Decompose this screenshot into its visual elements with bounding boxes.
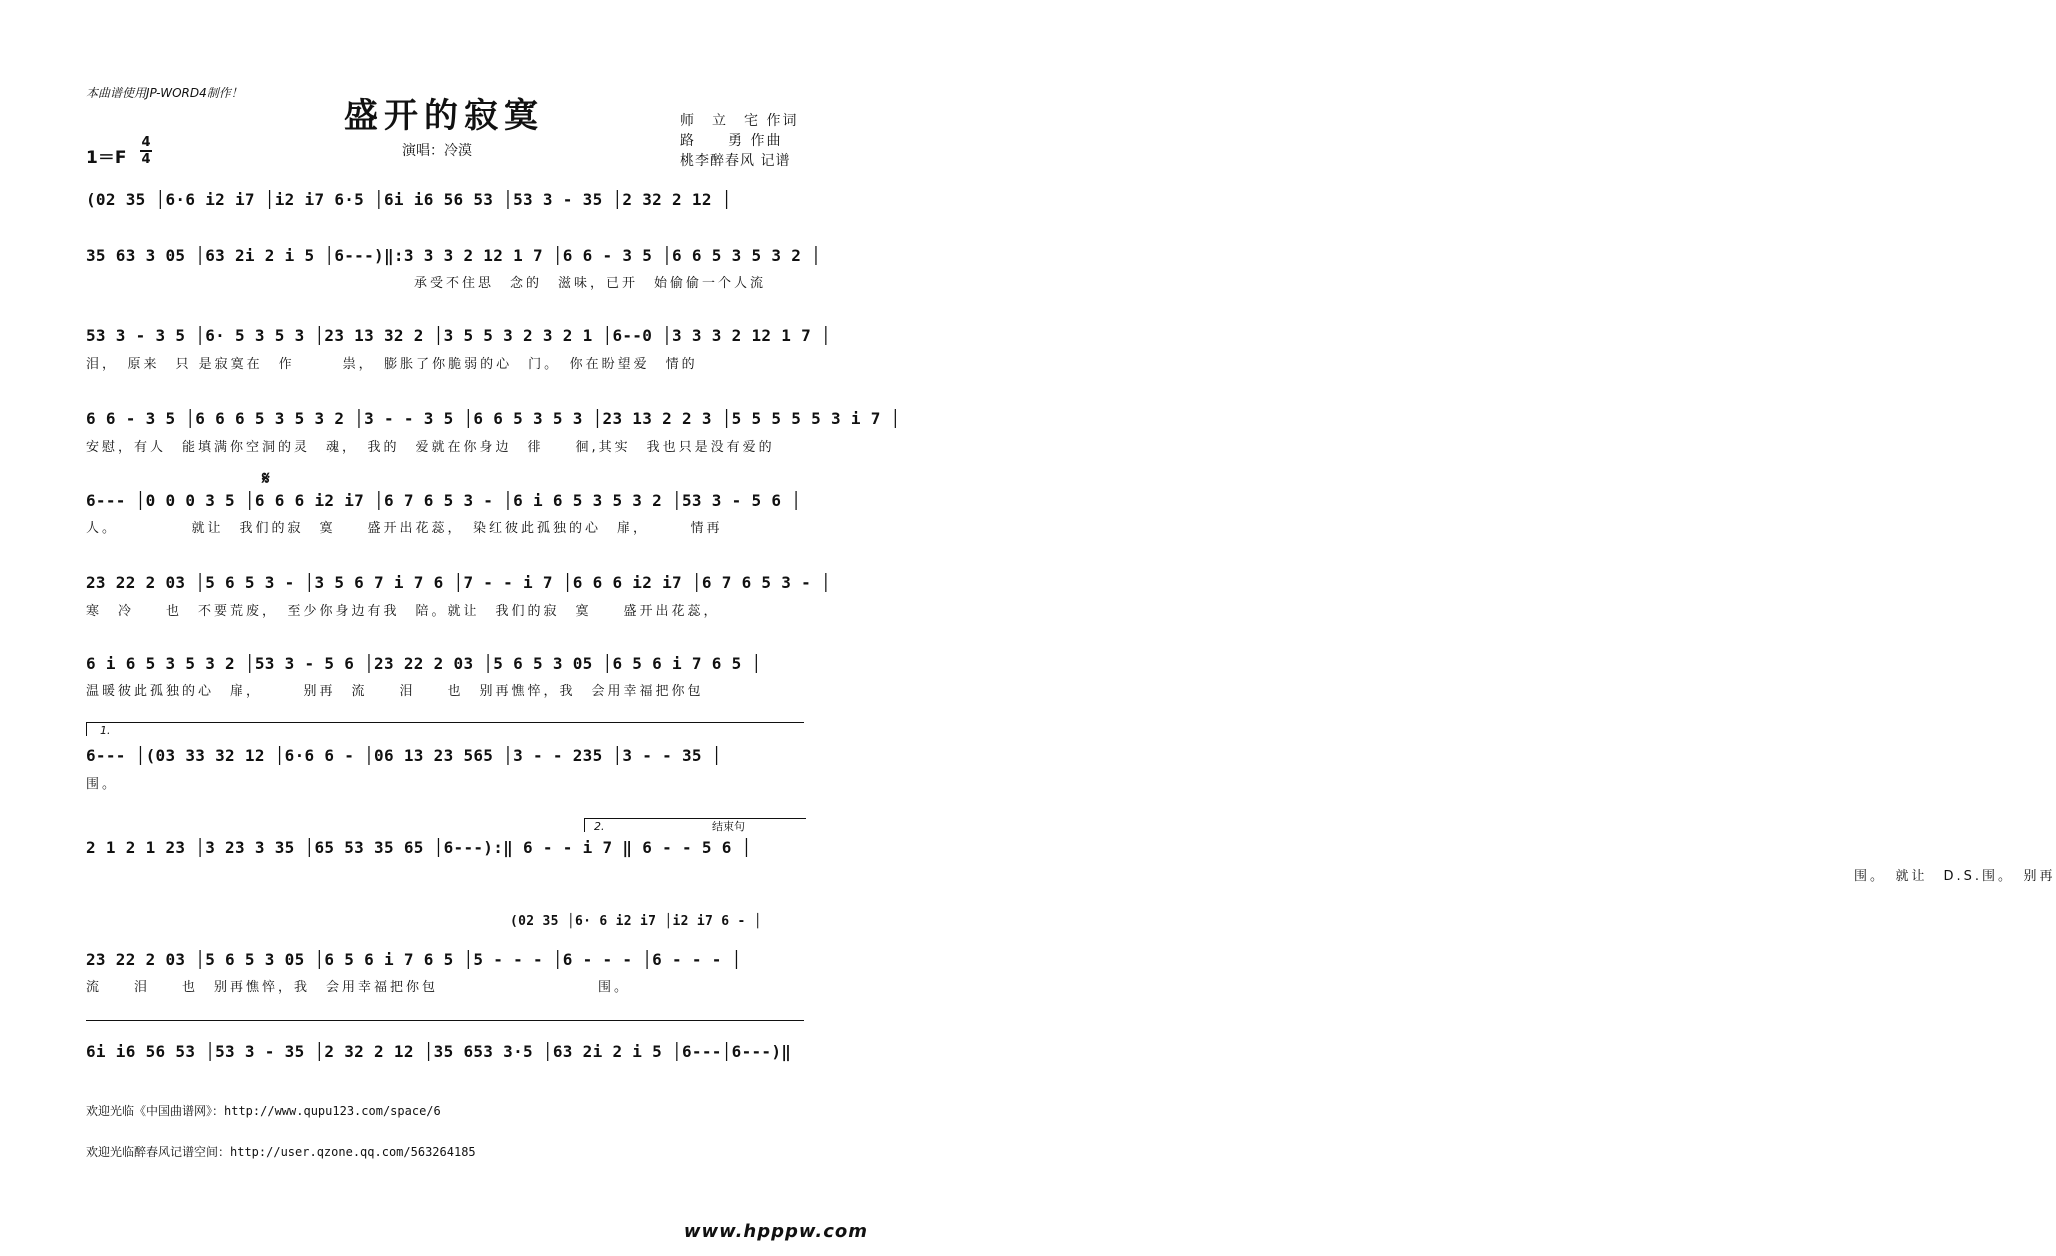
coda-label: 结束句 bbox=[712, 820, 745, 833]
composer-credit: 路 勇 作曲 bbox=[680, 133, 783, 149]
time-signature-bottom: 4 bbox=[141, 152, 151, 167]
lyrics-row-7: 温暖彼此孤独的心 扉， 别再 流 泪 也 别再憔悴，我 会用幸福把你包 bbox=[86, 684, 704, 699]
time-signature-top: 4 bbox=[141, 135, 151, 150]
score-row-10: 23 22 2 03 │5 6 5 3 05 │6 5 6 i 7 6 5 │5 - - - │6 - - - │6 - - - │ bbox=[86, 949, 742, 969]
ending-1-bracket-left bbox=[86, 722, 87, 736]
score-row-2: 35 63 3 05 │63 2i 2 i 5 │6---)‖:3 3 3 2 12 1 7 │6 6 - 3 5 │6 6 5 3 5 3 2 │ bbox=[86, 245, 822, 265]
footer-link-1[interactable]: 欢迎光临《中国曲谱网》：http://www.qupu123.com/space/6 bbox=[86, 1104, 441, 1118]
ending-2-label: 2. bbox=[594, 820, 605, 833]
score-row-7: 6 i 6 5 3 5 3 2 │53 3 - 5 6 │23 22 2 03 │5 6 5 3 05 │6 5 6 i 7 6 5 │ bbox=[86, 653, 762, 673]
segno-sign: 𝄋 bbox=[262, 468, 270, 489]
song-title: 盛开的寂寞 bbox=[344, 96, 544, 136]
lyrics-row-3: 泪， 原来 只 是寂寞在 作 祟， 膨胀了你脆弱的心 门。 你在盼望爱 情的 bbox=[86, 357, 698, 372]
lyrics-row-10: 流 泪 也 别再憔悴，我 会用幸福把你包 围。 bbox=[86, 980, 631, 995]
singer-credit: 演唱：冷漠 bbox=[402, 143, 472, 159]
interlude-line: (02 35 │6· 6 i2 i7 │i2 i7 6 - │ bbox=[510, 913, 762, 929]
score-row-1: (02 35 │6·6 i2 i7 │i2 i7 6·5 │6i i6 56 53 │53 3 - 35 │2 32 2 12 │ bbox=[86, 189, 732, 209]
transcriber-credit: 桃李醉春风 记谱 bbox=[680, 153, 791, 169]
lyrics-row-2: 承受不住思 念的 滋味，已开 始偷偷一个人流 bbox=[414, 276, 767, 291]
row-11-top-rule bbox=[86, 1020, 804, 1021]
score-row-3: 53 3 - 3 5 │6· 5 3 5 3 │23 13 32 2 │3 5 5 3 2 3 2 1 │6--0 │3 3 3 2 12 1 7 │ bbox=[86, 325, 831, 345]
lyricist-credit: 师 立 宅 作词 bbox=[680, 113, 799, 129]
software-note: 本曲谱使用JP-WORD4制作！ bbox=[86, 86, 243, 100]
ending-2-bracket bbox=[584, 818, 806, 819]
score-row-8: 6--- │(03 33 32 12 │6·6 6 - │06 13 23 565 │3 - - 235 │3 - - 35 │ bbox=[86, 745, 722, 765]
lyrics-row-6: 寒 冷 也 不要荒废， 至少你身边有我 陪。就让 我们的寂 寞 盛开出花蕊， bbox=[86, 604, 720, 619]
score-row-11: 6i i6 56 53 │53 3 - 35 │2 32 2 12 │35 653 3·5 │63 2i 2 i 5 │6---│6---)‖ bbox=[86, 1041, 792, 1061]
footer-link-2[interactable]: 欢迎光临醉春风记谱空间：http://user.qzone.qq.com/563264185 bbox=[86, 1145, 476, 1159]
ending-2-bracket-left bbox=[584, 818, 585, 832]
lyrics-row-5: 人。 就让 我们的寂 寞 盛开出花蕊， 染红彼此孤独的心 扉， 情再 bbox=[86, 521, 723, 536]
score-row-4: 6 6 - 3 5 │6 6 6 5 3 5 3 2 │3 - - 3 5 │6 6 5 3 5 3 │23 13 2 2 3 │5 5 5 5 5 3 i 7 │ bbox=[86, 408, 901, 428]
lyrics-row-9: 围。 就让 D.S.围。 别再 bbox=[590, 869, 2056, 884]
lyrics-row-8: 围。 bbox=[86, 777, 119, 792]
ending-1-label: 1. bbox=[100, 724, 111, 737]
watermark: www.hpppw.com bbox=[683, 1221, 868, 1242]
score-row-5: 6--- │0 0 0 3 5 │6 6 6 i2 i7 │6 7 6 5 3 - │6 i 6 5 3 5 3 2 │53 3 - 5 6 │ bbox=[86, 490, 802, 510]
score-row-9: 2 1 2 1 23 │3 23 3 35 │65 53 35 65 │6---):‖ 6 - - i 7 ‖ 6 - - 5 6 │ bbox=[86, 837, 752, 857]
key-signature: 1＝F bbox=[86, 148, 127, 168]
ending-1-bracket bbox=[86, 722, 804, 723]
lyrics-row-4: 安慰，有人 能填满你空洞的灵 魂， 我的 爱就在你身边 徘 徊,其实 我也只是没有爱的 bbox=[86, 440, 775, 455]
time-signature bbox=[140, 136, 152, 166]
score-row-6: 23 22 2 03 │5 6 5 3 - │3 5 6 7 i 7 6 │7 - - i 7 │6 6 6 i2 i7 │6 7 6 5 3 - │ bbox=[86, 572, 831, 592]
